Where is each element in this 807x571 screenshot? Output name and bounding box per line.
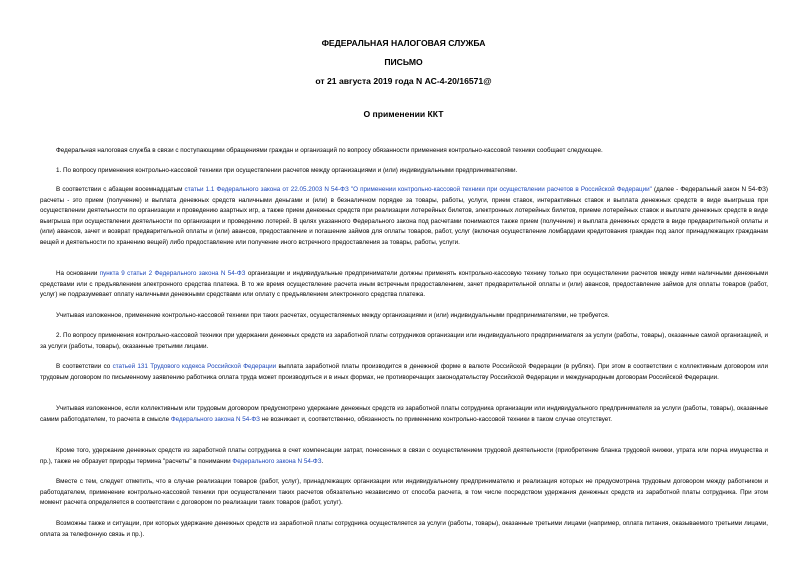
agency-title: ФЕДЕРАЛЬНАЯ НАЛОГОВАЯ СЛУЖБА — [321, 38, 486, 48]
paragraph-goods-sale: Вместе с тем, следует отметить, что в случае реализации товаров (работ, услуг), принадлежащих организации или индивидуальному предпринимателю и реализация которых не предусмотрена трудовым договором между работником и работодателем, применение контрольно-кассовой техники при осуществлении таких расчетов обязательно независимо от способа расчета, в том числе посредством удержания денежных средств из заработной платы сотрудника. При этом момент расчета определяется в соответствии с договором по реализации таких товаров (работ, услуг). — [40, 478, 768, 507]
law-link-article-2-item-9[interactable]: пункта 9 статьи 2 Федерального закона N 54-ФЗ — [99, 270, 246, 277]
paragraph-text: В соответствии с абзацем восемнадцатым — [56, 186, 185, 193]
document-subject: О применении ККТ — [363, 109, 444, 119]
paragraph-text: . — [321, 457, 324, 465]
paragraph-section-1-heading: 1. По вопросу применения контрольно-кассовой техники при осуществлении расчетов между организациями и (или) индивидуальными предпринимателями. — [56, 167, 518, 174]
paragraph-text: Учитывая изложенное, если коллективным или трудовым договором предусмотрено удержание денежных средств из заработной платы сотрудника организации или индивидуального предпринимателя за услуги (работы, товары), оказанные самим работодателем, то расчета в смысле — [40, 405, 768, 423]
paragraph-text: В соответствии со — [56, 363, 113, 370]
paragraph-text: На основании — [56, 270, 100, 277]
law-link-54fz[interactable]: Федерального закона N 54-ФЗ — [170, 415, 260, 423]
paragraph-text: (далее - Федеральный закон N 54-ФЗ) расчеты - это прием (получение) и выплата денежных средств наличными деньгами и (или) в безналичном порядке за товары, работы, услуги, прием ставок, интерактивных ставок и выплата денежных средств в виде выигрыша при осуществлении деятельности по организации и проведению азартных игр, а также прием денежных средств при реализации лотерейных билетов, электронных лотерейных билетов, приеме лотерейных ставок и выплате денежных средств в виде выигрыша при осуществлении деятельности по организации и проведению лотерей. В целях указанного Федерального закона под расчетами понимаются также прием (получение) и выплата денежных средств в виде предварительной оплаты и (или) авансов, зачет и возврат предварительной оплаты и (или) авансов, предоставление и погашение займов для оплаты товаров, работ, услуг (включая осуществление ломбардами кредитования граждан под залог принадлежащих гражданам вещей и деятельности по хранению вещей) либо предоставление или получение иного встречного предоставления за товары, работы, услуги. — [40, 186, 769, 246]
document-type: ПИСЬМО — [384, 57, 423, 67]
law-link-54fz[interactable]: Федерального закона N 54-ФЗ — [232, 457, 322, 465]
paragraph-text: выплата заработной платы производится в денежной форме в валюте Российской Федерации (в рублях). При этом в соответствии с коллективным договором или трудовым договором по письменному заявлению работника оплата труда может производиться и в иных формах, не противоречащих законодательству Российской Федерации и международным договорам Российской Федерации. — [40, 363, 768, 381]
paragraph-text: организации и индивидуальные предприниматели должны применять контрольно-кассовую технику только при осуществлении расчетов между ними наличными денежными средствами или с предъявлением электронного средства платежа. В то же время осуществление расчета иным встречным предоставлением, зачет предварительной оплаты и (или) авансов, предоставление займов для оплаты товаров (работ, услуг) не подразумевает оплату наличными денежными средствами или оплату с предъявлением электронного средства платежа. — [40, 270, 768, 299]
paragraph-intro: Федеральная налоговая служба в связи с поступающими обращениями граждан и организаций по вопросу обязанности применения контрольно-кассовой техники сообщает следующее. — [56, 147, 603, 154]
paragraph-employer-deduction — [40, 404, 768, 425]
law-link-article-1-1[interactable]: статьи 1.1 Федерального закона от 22.05.2003 N 54-ФЗ "О применении контрольно-кассовой техники при осуществлении расчетов в Российской Федерации" — [184, 186, 652, 193]
paragraph-third-party: Возможны также и ситуации, при которых удержание денежных средств из заработной платы сотрудника осуществляется за услуги (работы, товары), оказанные третьими лицами (например, оплата питания, оказываемого третьими лицами, оплата за телефонную связь и пр.). — [40, 520, 768, 538]
paragraph-settlements-definition — [40, 185, 768, 249]
law-link-labor-code-131[interactable]: статьей 131 Трудового кодекса Российской Федерации — [112, 363, 277, 370]
paragraph-text: не возникает и, соответственно, обязанность по применению контрольно-кассовой техники в таком случае отсутствует. — [259, 415, 613, 423]
paragraph-wage-payment — [40, 362, 768, 383]
paragraph-kkt-obligation — [40, 269, 768, 301]
paragraph-conclusion-1: Учитывая изложенное, применение контрольно-кассовой техники при таких расчетах, осуществляемых между организациями и (или) индивидуальными предпринимателями, не требуется. — [56, 312, 610, 319]
paragraph-compensation-deduction — [40, 446, 768, 467]
paragraph-section-2-heading: 2. По вопросу применения контрольно-кассовой техники при удержании денежных средств из заработной платы сотрудников организации или индивидуального предпринимателя за услуги (работы, товары), оказанные самой организацией, и за услуги (работы, товары), оказанные третьими лицами. — [40, 332, 768, 350]
document-date-number: от 21 августа 2019 года N АС-4-20/16571@ — [315, 76, 492, 86]
paragraph-text: Кроме того, удержание денежных средств из заработной платы сотрудника в счет компенсации затрат, понесенных в связи с осуществлением трудовой деятельности (приобретение бланка трудовой книжки, утрата или порча имущества и пр.), также не образует природы термина "расчеты" в понимании — [40, 447, 768, 465]
